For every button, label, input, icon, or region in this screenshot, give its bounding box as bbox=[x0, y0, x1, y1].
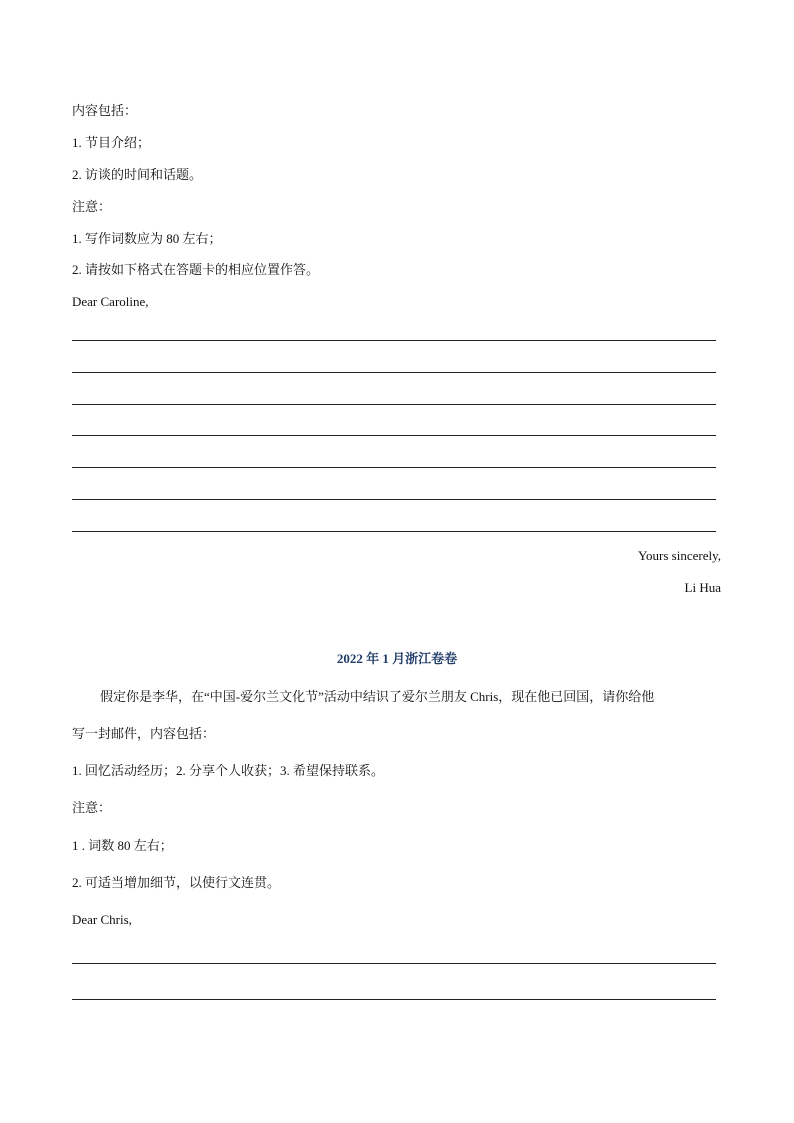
answer-line bbox=[72, 340, 716, 341]
answer-line bbox=[72, 531, 716, 532]
note-item-1: 1 . 词数 80 左右； bbox=[72, 838, 173, 853]
content-heading: 内容包括： bbox=[72, 103, 138, 118]
note-heading: 注意： bbox=[72, 199, 112, 214]
note-item-2: 2. 可适当增加细节，以使行文连贯。 bbox=[72, 875, 281, 890]
answer-line bbox=[72, 435, 716, 436]
section-title: 2022 年 1 月浙江卷卷 bbox=[336, 651, 458, 666]
answer-line bbox=[72, 404, 716, 405]
prompt-line-1: 假定你是李华，在“中国-爱尔兰文化节”活动中结识了爱尔兰朋友 Chris，现在他已回国，请你给他 bbox=[100, 689, 655, 704]
answer-line bbox=[72, 372, 716, 373]
content-items: 1. 回忆活动经历；2. 分享个人收获；3. 希望保持联系。 bbox=[72, 763, 385, 778]
letter-greeting: Dear Chris, bbox=[72, 912, 132, 927]
answer-line bbox=[72, 963, 716, 964]
answer-line bbox=[72, 499, 716, 500]
note-heading: 注意： bbox=[72, 800, 112, 815]
letter-closing: Yours sincerely, bbox=[637, 548, 721, 563]
letter-greeting: Dear Caroline, bbox=[72, 294, 149, 309]
answer-line bbox=[72, 467, 716, 468]
answer-line bbox=[72, 999, 716, 1000]
note-item-2: 2. 请按如下格式在答题卡的相应位置作答。 bbox=[72, 262, 320, 277]
content-item-1: 1. 节目介绍； bbox=[72, 135, 151, 150]
letter-signature: Li Hua bbox=[684, 580, 721, 595]
content-item-2: 2. 访谈的时间和话题。 bbox=[72, 167, 203, 182]
note-item-1: 1. 写作词数应为 80 左右； bbox=[72, 231, 222, 246]
prompt-line-2: 写一封邮件，内容包括： bbox=[72, 726, 216, 741]
